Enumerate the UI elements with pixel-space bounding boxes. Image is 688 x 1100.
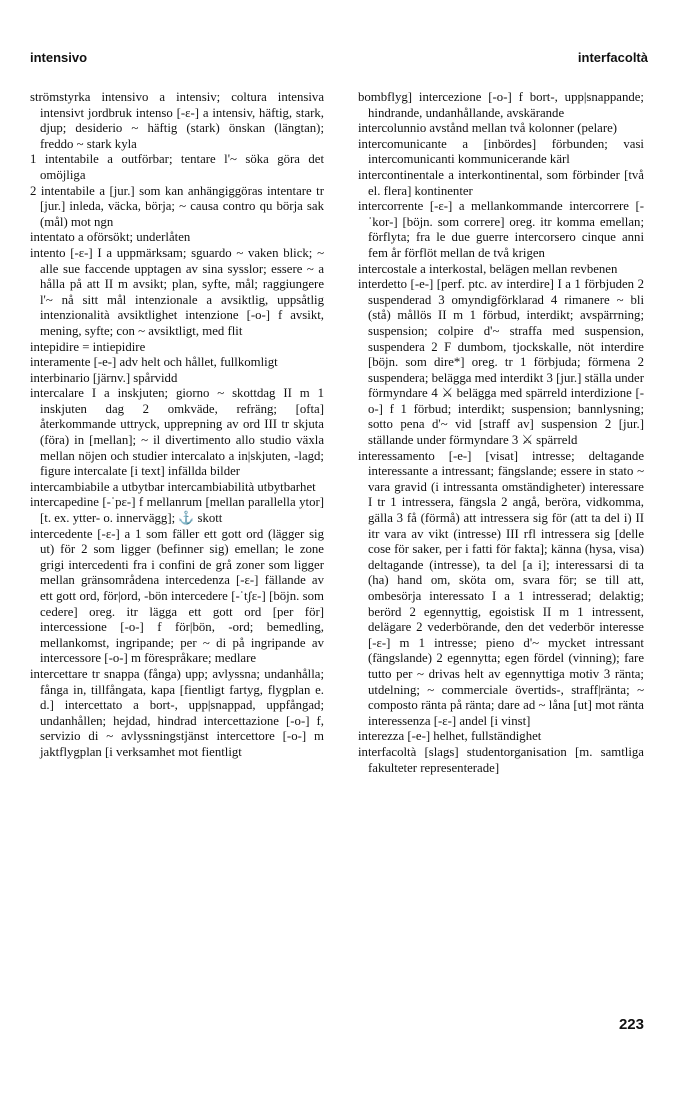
dictionary-entry: interbinario [järnv.] spårvidd: [30, 370, 178, 385]
dictionary-entry: interdetto [-e-] [perf. ptc. av interdire] I a 1 förbjuden 2 suspenderad 3 omyndigförklarad 4 rimanere ~ bli (stå) mållös II m 1 förbud, interdikt; avspärrning; suspension; colpire d'~ straffa med suspension, suspendera 2 F dumbom, tjockskalle, nöt interdire [böjn. som dire*] oreg. tr 1 förbjuda; förmena 2 suspendera; belägga med interdikt 3 [jur.] ställa under förmyndare 4 ⚔ belägga med spärreld interdizione [-o-] f 1 förbud; interdikt; suspension; bannlysning; sotto pena d'~ vid [straff av] suspension 2 [jur.] ställande under förmyndare 3 ⚔ spärreld: [358, 277, 644, 448]
dictionary-entry: intercostale a interkostal, belägen mellan revbenen: [358, 261, 618, 276]
dictionary-entry: intercorrente [-ɛ-] a mellankommande intercorrere [-ˈkor-] [böjn. som correre] oreg. itr komma emellan; förflyta; fra le due guerre intercorsero cinque anni fem år förflöt mellan de två krigen: [358, 199, 644, 260]
dictionary-entry: intercomunicante a [inbördes] förbunden; vasi intercomunicanti kommunicerande kärl: [358, 136, 644, 167]
dictionary-entry: bombflyg] intercezione [-o-] f bort-, upp|snappande; hindrande, undanhållande, avskärande: [358, 90, 644, 120]
dictionary-entry: intercalare I a inskjuten; giorno ~ skottdag II m 1 inskjuten dag 2 omkväde, refräng; [ofta] återkommande uttryck, upprepning av ord III tr skjuta (föra) in [mellan]; ~ il divertimento allo studio växla mellan nöjen och studier intercalato a in|skjuten, -lagd; figure intercalate [i text] infällda bilder: [30, 386, 324, 479]
page-number: 223: [618, 1016, 644, 1033]
dictionary-entry: interezza [-e-] helhet, fullständighet: [358, 729, 542, 744]
dictionary-entry: intercolunnio avstånd mellan två kolonner (pelare): [358, 121, 618, 136]
dictionary-entry: 1 intentabile a outförbar; tentare l'~ söka göra det omöjliga: [30, 152, 324, 182]
dictionary-entry: intentato a oförsökt; underlåten: [30, 230, 191, 245]
dictionary-entry: interessamento [-e-] [visat] intresse; deltagande interessante a intressant; fängslande; essere in stato ~ vara gravid (i intressanta omständigheter) interessare I tr 1 intressera, fängsla 2 angå, beröra, vidkomma, gälla 3 få (förmå) att intressera sig för (att ta del i) II itr vara av vikt (intresse) III rfl intressera sig [delle cose för saker, per i fatti för fakta]; känna (hysa, visa) deltagande (intresse), ta del [a i]; interessarsi di ta (ha) hand om, sköta om, svara för; se till att, ombesörja interessato I a 1 intresserad; delaktig; berörd 2 egennyttig, egoistisk II m 1 intressent, delägare 2 vederbörande, den det vederbör interesse [-ɛ-] m 1 intresse; pieno d'~ mycket intressant (fängslande) 2 egennytta; egen fördel (vinning); fare tutto per ~ drivas helt av egennyttiga motiv 3 ränta; utdelning; ~ commerciale övertids-, straff|ränta; ~ composto ränta på ränta; dare ad ~ låna [ut] mot ränta interessenza [-ɛ-] andel [i vinst]: [358, 448, 644, 728]
dictionary-entry: 2 intentabile a [jur.] som kan anhängiggöras intentare tr [jur.] inleda, väcka, börja; ~ causa contro qu börja sak (mål) mot ngn: [30, 183, 324, 229]
running-header-right: interfacoltà: [577, 50, 648, 65]
dictionary-entry: intercedente [-ɛ-] a 1 som fäller ett gott ord (lägger sig ut) för 2 som ligger (befinner sig) emellan; le zone grigi intercedenti fra i confini de grå zoner som ligger mellan gränsområdena intercedenza [-ɛ-] fällande av ett gott ord, för|ord, -bön intercedere [-ˈtʃɛ-] [böjn. som cedere] oreg. itr lägga ett gott ord [per för] intercessione [-o-] f för|bön, -ord; bemedling, mellankomst, ingripande; per ~ di på ingripande av intercessore [-o-] m förespråkare; medlare: [30, 526, 324, 666]
dictionary-entry: intercettare tr snappa (fånga) upp; avlyssna; undanhålla; fånga in, tillfångata, kapa [fientligt fartyg, flygplan e. d.] intercettato a bort-, upp|snappad, uppfångad; undanhållen; hejdad, hindrad intercettazione [-o-] f, servizio di ~ avlyssningstjänst intercettore [-o-] m jaktflygplan [i verksamhet mot fientligt: [30, 666, 324, 759]
dictionary-entry: interfacoltà [slags] studentorganisation [m. samtliga fakulteter representerade]: [358, 744, 644, 775]
dictionary-column-left: [30, 90, 324, 761]
dictionary-entry: intento [-ɛ-] I a uppmärksam; sguardo ~ vaken blick; ~ alle sue faccende upptagen av sina sysslor; essere ~ a hålla på att II m avsikt; plan, syfte, mål; raggiungere l'~ nå sitt mål intenzionale a avsiktlig, uppsåtlig intenzionalità avsiktlighet intenzione [-o-] f avsikt, mening, syfte; con ~ avsiktligt, med flit: [30, 245, 324, 338]
dictionary-entry: strömstyrka intensivo a intensiv; coltura intensiva intensivt jordbruk intenso [-ɛ-] a intensiv, häftig, stark, djup; desiderio ~ häftig (stark) önskan (längtan); freddo ~ stark kyla: [30, 90, 324, 151]
running-header-left: intensivo: [30, 50, 88, 65]
dictionary-entry: intercapedine [-ˈpɛ-] f mellanrum [mellan parallella ytor] [t. ex. ytter- o. innervägg]; ⚓ skott: [30, 495, 324, 526]
dictionary-entry: intepidire = intiepidire: [30, 339, 146, 354]
dictionary-entry: intercambiabile a utbytbar intercambiabilità utbytbarhet: [30, 479, 316, 494]
dictionary-entry: intercontinentale a interkontinental, som förbinder [två el. flera] kontinenter: [358, 167, 644, 198]
dictionary-column-right: [358, 90, 644, 776]
dictionary-entry: interamente [-e-] adv helt och hållet, fullkomligt: [30, 355, 278, 370]
